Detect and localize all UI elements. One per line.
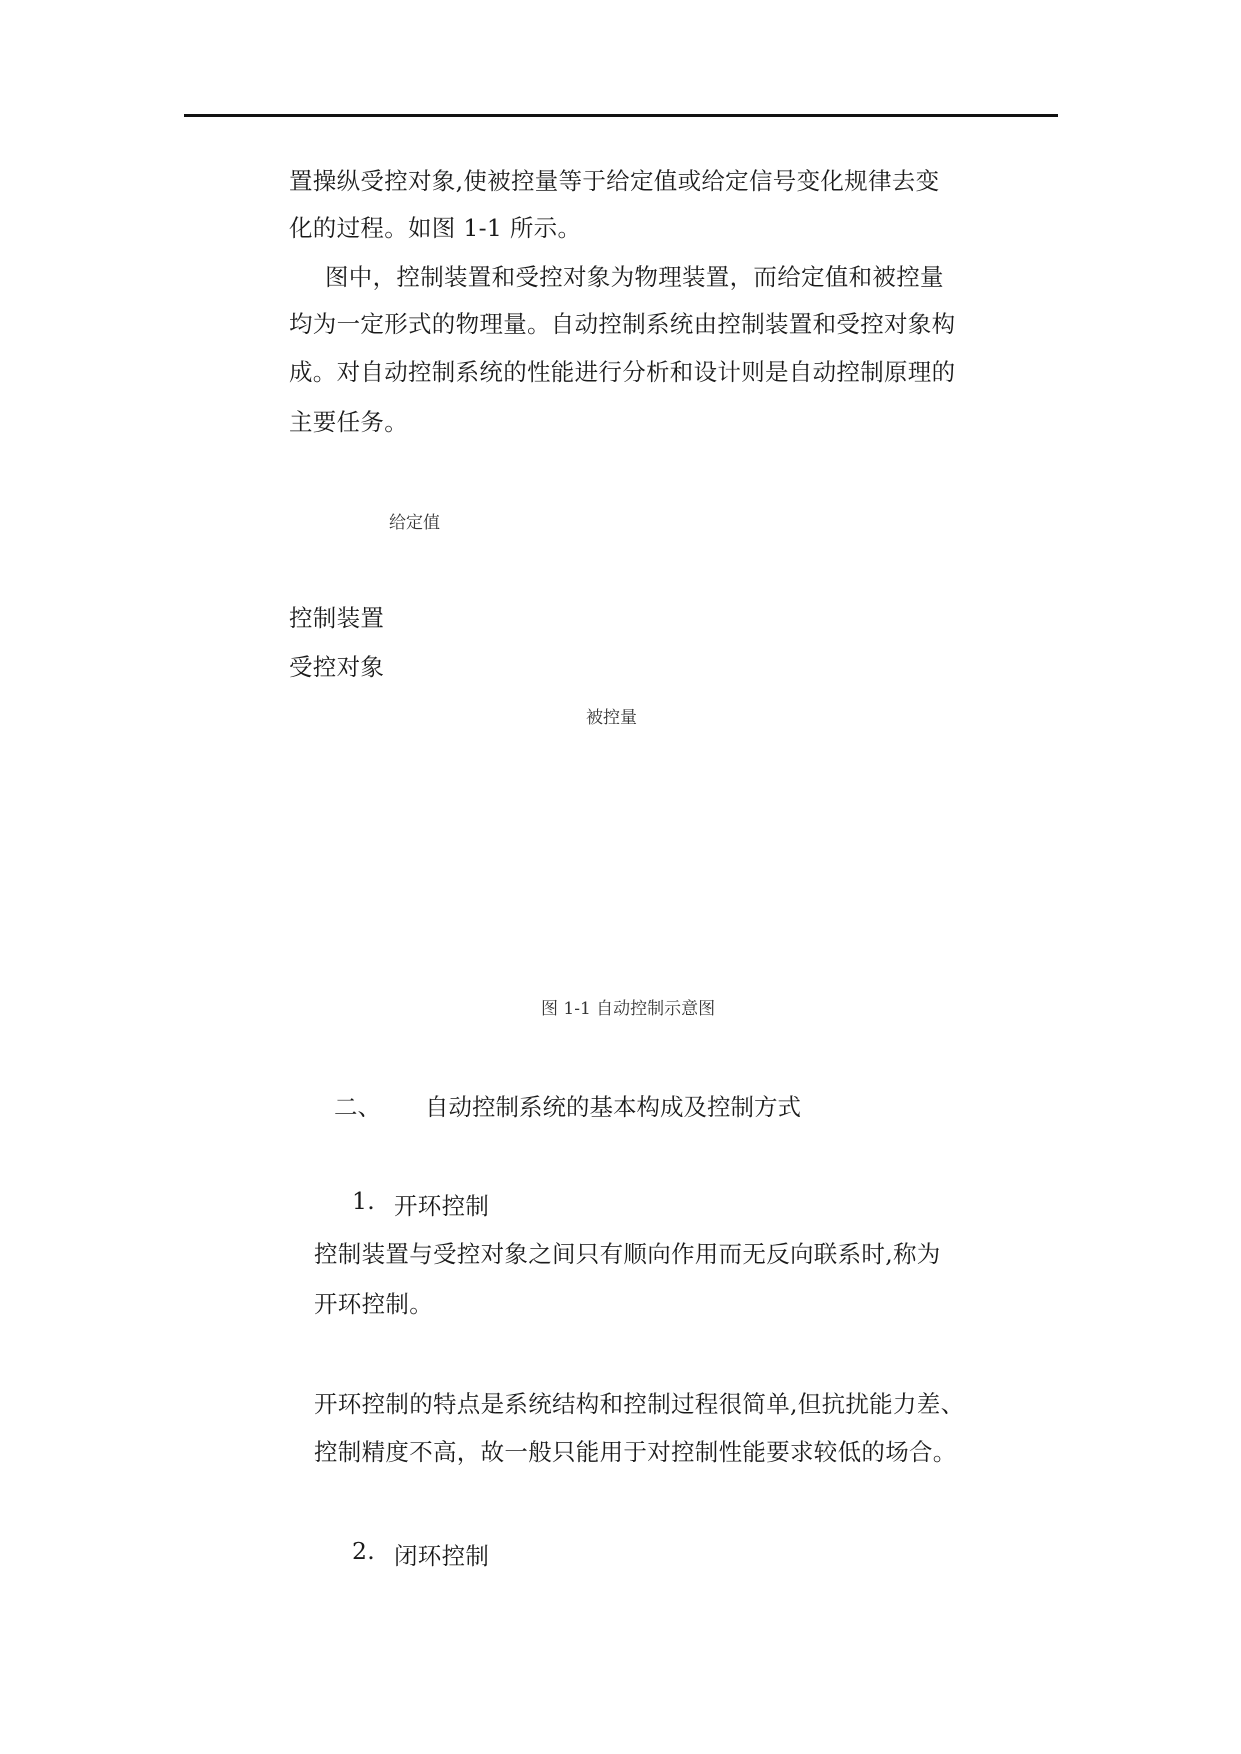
closed-loop-number: 2. — [352, 1537, 376, 1565]
header-rule — [184, 114, 1058, 117]
open-loop-definition-line-1: 控制装置与受控对象之间只有顺向作用而无反向联系时,称为 — [314, 1240, 941, 1268]
section-number: 二、 — [334, 1093, 381, 1121]
figure-controller-label: 控制装置 — [289, 604, 385, 632]
closed-loop-title: 闭环控制 — [394, 1542, 490, 1570]
intro-line-1: 置操纵受控对象,使被控量等于给定值或给定信号变化规律去变 — [289, 167, 940, 195]
paragraph-line-3: 成。对自动控制系统的性能进行分析和设计则是自动控制原理的 — [289, 358, 956, 386]
figure-output-label: 被控量 — [586, 708, 637, 728]
paragraph-line-1: 图中，控制装置和受控对象为物理装置，而给定值和被控量 — [325, 263, 944, 291]
open-loop-title: 开环控制 — [394, 1192, 490, 1220]
open-loop-features-line-1: 开环控制的特点是系统结构和控制过程很简单,但抗扰能力差、 — [314, 1390, 965, 1418]
intro-line-2: 化的过程。如图 1-1 所示。 — [289, 214, 582, 242]
open-loop-features-line-2: 控制精度不高，故一般只能用于对控制性能要求较低的场合。 — [314, 1438, 957, 1466]
figure-plant-label: 受控对象 — [289, 653, 385, 681]
figure-caption: 图 1-1 自动控制示意图 — [541, 999, 716, 1019]
figure-setpoint-label: 给定值 — [389, 513, 440, 533]
paragraph-line-2: 均为一定形式的物理量。自动控制系统由控制装置和受控对象构 — [289, 310, 956, 338]
section-title: 自动控制系统的基本构成及控制方式 — [425, 1093, 801, 1121]
open-loop-definition-line-2: 开环控制。 — [314, 1290, 433, 1318]
paragraph-line-4: 主要任务。 — [289, 408, 408, 436]
open-loop-number: 1. — [352, 1187, 376, 1215]
